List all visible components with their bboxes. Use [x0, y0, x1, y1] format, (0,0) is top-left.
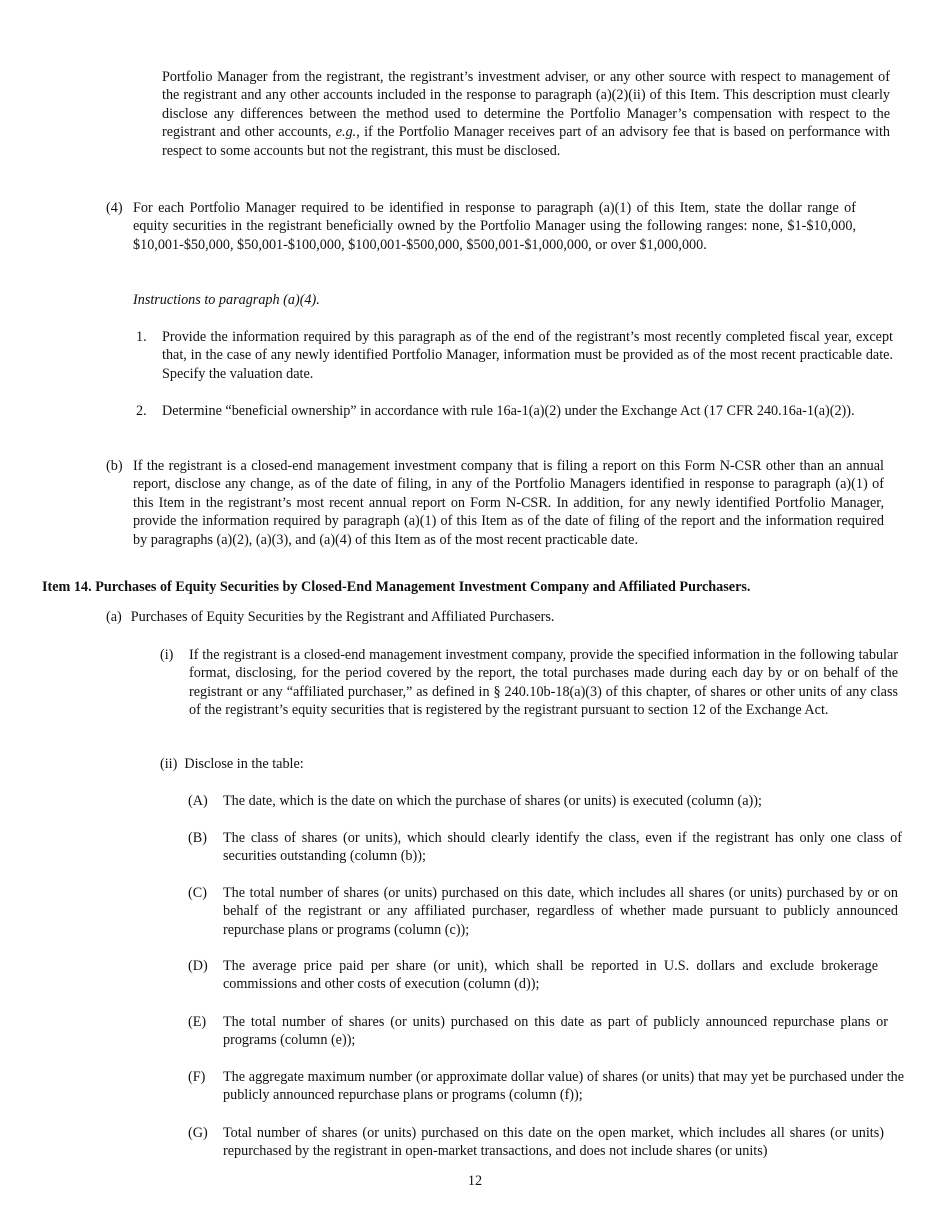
paragraph-text: For each Portfolio Manager required to be identified in response to paragraph (a)(1) of this Item, state the dollar range of equity securities in the registrant beneficially owned by the Portfolio Manager using the following ranges: none, $1-$10,000, $10,001-$50,000, $50,001-$100,000, $100,001-$500,000, $500,001-$1,000,000, or over $1,000,000. [133, 200, 856, 253]
column-text: The average price paid per share (or unit), which shall be reported in U.S. dollars and exclude brokerage commissions and other costs of execution (column (d)); [223, 958, 878, 993]
intro-eg: e.g. [335, 124, 357, 141]
column-marker: (E) [188, 1014, 207, 1030]
instruction-marker: 2. [136, 403, 147, 419]
paragraph-marker: (b) [106, 458, 123, 474]
column-text: The aggregate maximum number (or approximate dollar value) of shares (or units) that may yet be purchased under the publicly announced repurchase plans or programs (column (f)); [223, 1069, 904, 1104]
intro-text-post: , if the Portfolio Manager receives part of an advisory fee that is based on performance with respect to some accounts but not the registrant, this must be disclosed. [162, 124, 890, 159]
column-marker: (D) [188, 958, 208, 974]
paragraph-marker: (4) [106, 200, 123, 216]
paragraph-text: If the registrant is a closed-end management investment company, provide the specified information in the following tabular format, disclosing, for the period covered by the report, the total purchases made during each day by or on behalf of the registrant or any “affiliated purchaser,” as defined in § 240.10b-18(a)(3) of this chapter, of shares or other units of any class of the registrant’s equity securities that is registered by the registrant pursuant to section 12 of the Exchange Act. [189, 647, 898, 719]
instruction-text: Determine “beneficial ownership” in accordance with rule 16a-1(a)(2) under the Exchange Act (17 CFR 240.16a-1(a)(2)). [162, 403, 855, 419]
item-14-heading: Item 14. Purchases of Equity Securities by Closed-End Management Investment Company and Affiliated Purchasers. [42, 579, 751, 595]
column-text: Total number of shares (or units) purchased on this date on the open market, which includes all shares (or units) repurchased by the registrant in open-market transactions, and does not include shares (or units) [223, 1125, 884, 1160]
column-item [188, 1013, 888, 1050]
column-marker: (F) [188, 1069, 206, 1085]
column-text: The total number of shares (or units) purchased on this date as part of publicly announced repurchase plans or programs (column (e)); [223, 1014, 888, 1049]
column-item [188, 829, 902, 866]
column-marker: (G) [188, 1125, 208, 1141]
item-14-paragraph-i [160, 646, 898, 720]
column-marker: (B) [188, 830, 207, 846]
paragraph-text: Disclose in the table: [184, 756, 304, 772]
column-item [188, 884, 898, 939]
page-number: 12 [467, 1173, 483, 1189]
column-text: The total number of shares (or units) purchased on this date, which includes all shares (or units) purchased by or on behalf of the registrant or any affiliated purchaser, regardless of whether made pursuant to publicly announced repurchase plans or programs (column (c)); [223, 885, 898, 938]
paragraph-a4 [106, 199, 856, 254]
instruction-item [136, 402, 856, 420]
column-item [188, 1068, 904, 1105]
column-text: The class of shares (or units), which should clearly identify the class, even if the registrant has only one class of securities outstanding (column (b)); [223, 830, 902, 865]
column-item [188, 1124, 884, 1161]
instruction-item [136, 328, 893, 383]
column-marker: (A) [188, 793, 208, 809]
paragraph-marker: (ii) [160, 756, 178, 772]
intro-paragraph [162, 68, 890, 160]
paragraph-b [106, 457, 884, 549]
item-14-paragraph-a [106, 608, 554, 626]
instruction-marker: 1. [136, 329, 147, 345]
paragraph-marker: (i) [160, 647, 174, 663]
column-item [188, 792, 908, 810]
item-14-paragraph-ii [160, 755, 304, 773]
instruction-text: Provide the information required by this paragraph as of the end of the registrant’s most recently completed fiscal year, except that, in the case of any newly identified Portfolio Manager, information must be provided as of the most recent practicable date. Specify the valuation date. [162, 329, 893, 382]
paragraph-marker: (a) [106, 609, 122, 625]
paragraph-text: Purchases of Equity Securities by the Registrant and Affiliated Purchasers. [130, 609, 555, 625]
column-marker: (C) [188, 885, 207, 901]
intro-text-pre: Portfolio Manager from the registrant, the registrant’s investment adviser, or any other source with respect to management of the registrant and any other accounts included in the response to paragraph (a)(2)(ii) of this Item. This description must clearly disclose any differences between the method used to determine the Portfolio Manager’s compensation with respect to the registrant and other accounts, [162, 69, 890, 141]
column-item [188, 957, 878, 994]
column-text: The date, which is the date on which the purchase of shares (or units) is executed (column (a)); [223, 793, 762, 809]
instructions-heading: Instructions to paragraph (a)(4). [133, 292, 320, 308]
paragraph-text: If the registrant is a closed-end management investment company that is filing a report on this Form N-CSR other than an annual report, disclose any change, as of the date of filing, in any of the Portfolio Managers identified in response to paragraph (a)(1) of this Item in the registrant’s most recent annual report on Form N-CSR. In addition, for any newly identified Portfolio Manager, provide the information required by paragraph (a)(1) of this Item as of the date of filing of the report and the information required by paragraphs (a)(2), (a)(3), and (a)(4) of this Item as of the most recent practicable date. [133, 458, 884, 548]
